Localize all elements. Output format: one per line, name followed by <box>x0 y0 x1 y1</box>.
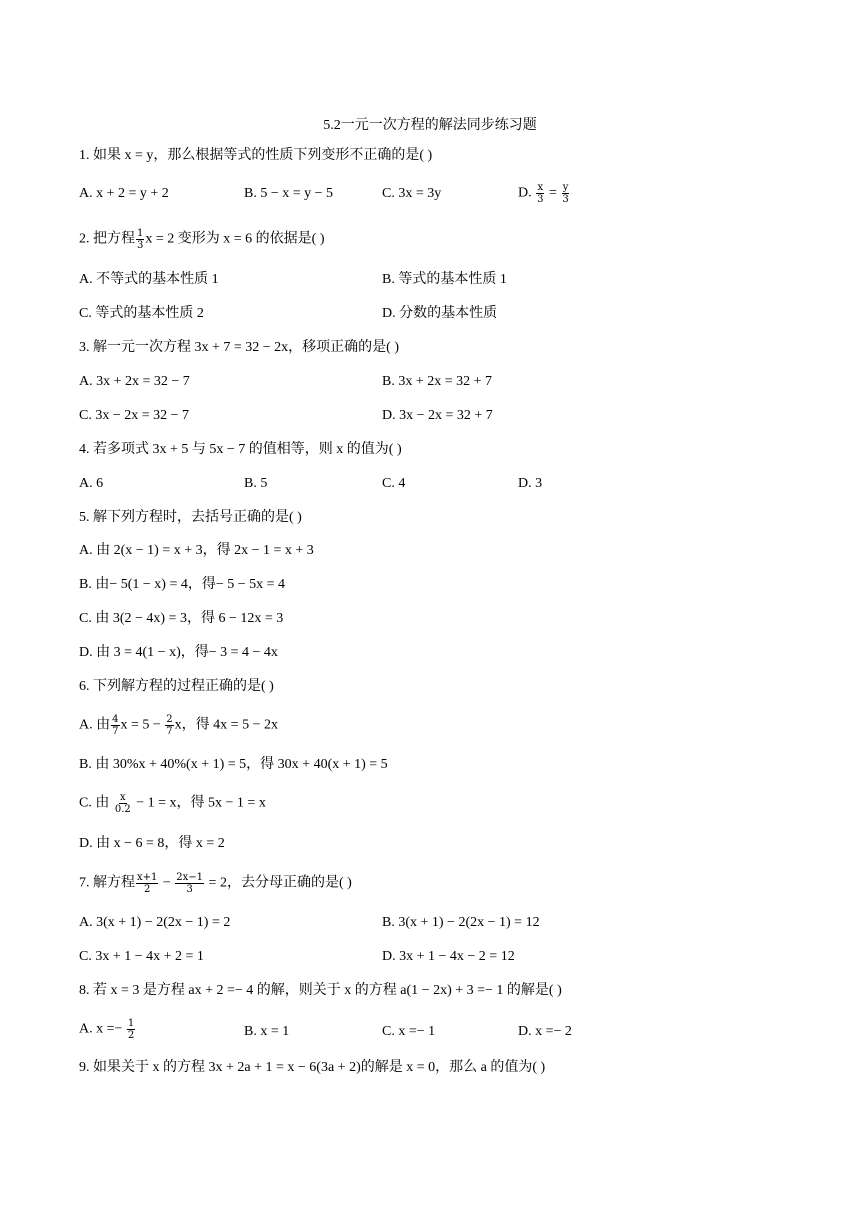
question-8-option-c: C. x =− 1 <box>382 1024 436 1039</box>
fraction-x-plus-1-over-2 <box>136 872 158 895</box>
fraction-numerator: 1 <box>127 1018 135 1029</box>
question-3-option-d: D. 3x − 2x = 32 + 7 <box>382 408 493 423</box>
stem-text: 2. 把方程 <box>79 231 135 247</box>
option-text: A. 由 <box>79 717 111 733</box>
question-1-option-d <box>518 182 571 205</box>
question-5-option-b: B. 由− 5(1 − x) = 4，得− 5 − 5x = 4 <box>79 577 286 592</box>
question-5-option-c: C. 由 3(2 − 4x) = 3，得 6 − 12x = 3 <box>79 611 284 626</box>
fraction-denominator: 2 <box>144 884 151 895</box>
question-3-stem: 3. 解一元一次方程 3x + 7 = 32 − 2x，移项正确的是( ) <box>79 340 400 355</box>
question-2-option-c: C. 等式的基本性质 2 <box>79 306 204 321</box>
fraction-numerator: 4 <box>112 714 119 725</box>
question-2-option-a: A. 不等式的基本性质 1 <box>79 272 219 287</box>
fraction-x-over-point-two <box>114 792 132 815</box>
question-2-option-d: D. 分数的基本性质 <box>382 306 498 321</box>
question-4-stem: 4. 若多项式 3x + 5 与 5x − 7 的值相等，则 x 的值为( ) <box>79 442 402 457</box>
stem-text: = 2，去分母正确的是( ) <box>205 875 352 891</box>
question-5-option-a: A. 由 2(x − 1) = x + 3，得 2x − 1 = x + 3 <box>79 543 314 558</box>
fraction-numerator: x <box>119 792 126 803</box>
fraction-y-over-3 <box>561 182 569 205</box>
question-1-option-b: B. 5 − x = y − 5 <box>244 186 334 201</box>
option-text: x = 5 − <box>120 717 165 733</box>
question-7-option-b: B. 3(x + 1) − 2(2x − 1) = 12 <box>382 915 540 930</box>
question-4-option-d: D. 3 <box>518 476 543 491</box>
question-6-stem: 6. 下列解方程的过程正确的是( ) <box>79 679 274 694</box>
option-d-prefix: D. <box>518 185 536 201</box>
question-5-option-d: D. 由 3 = 4(1 − x)，得− 3 = 4 − 4x <box>79 645 278 660</box>
question-6-option-c <box>79 792 266 815</box>
fraction-2x-minus-1-over-3 <box>175 872 204 895</box>
question-4-option-b: B. 5 <box>244 476 268 491</box>
question-8-stem: 8. 若 x = 3 是方程 ax + 2 =− 4 的解，则关于 x 的方程 a(1 − 2x) + 3 =− 1 的解是( ) <box>79 983 562 998</box>
question-7-stem <box>79 872 352 895</box>
fraction-denominator: 3 <box>137 240 144 251</box>
question-4-option-a: A. 6 <box>79 476 104 491</box>
fraction-denominator: 7 <box>112 726 119 737</box>
question-7-option-a: A. 3(x + 1) − 2(2x − 1) = 2 <box>79 915 231 930</box>
question-6-option-d: D. 由 x − 6 = 8，得 x = 2 <box>79 836 225 851</box>
fraction-denominator: 3 <box>186 884 193 895</box>
question-7-option-c: C. 3x + 1 − 4x + 2 = 1 <box>79 949 204 964</box>
fraction-denominator: 3 <box>562 194 569 205</box>
option-text: C. 由 <box>79 795 113 811</box>
page-title: 5.2一元一次方程的解法同步练习题 <box>323 118 537 133</box>
question-8-option-b: B. x = 1 <box>244 1024 290 1039</box>
question-7-option-d: D. 3x + 1 − 4x − 2 = 12 <box>382 949 515 964</box>
question-6-option-b: B. 由 30%x + 40%(x + 1) = 5，得 30x + 40(x + 1) = 5 <box>79 757 388 772</box>
fraction-numerator: x <box>537 182 544 193</box>
stem-text: 7. 解方程 <box>79 875 135 891</box>
equals-sign: = <box>545 185 561 201</box>
option-text: A. x =− <box>79 1021 126 1037</box>
question-8-option-d: D. x =− 2 <box>518 1024 572 1039</box>
fraction-one-third <box>136 228 144 251</box>
fraction-denominator: 2 <box>127 1030 135 1041</box>
fraction-denominator: 7 <box>166 726 173 737</box>
question-3-option-a: A. 3x + 2x = 32 − 7 <box>79 374 190 389</box>
question-5-stem: 5. 解下列方程时，去括号正确的是( ) <box>79 510 302 525</box>
fraction-x-over-3 <box>536 182 544 205</box>
question-4-option-c: C. 4 <box>382 476 406 491</box>
fraction-numerator: 2 <box>166 714 173 725</box>
question-1-stem: 1. 如果 x = y，那么根据等式的性质下列变形不正确的是( ) <box>79 148 433 163</box>
stem-text: − <box>159 875 175 891</box>
question-3-option-b: B. 3x + 2x = 32 + 7 <box>382 374 493 389</box>
question-8-option-a <box>79 1018 136 1041</box>
question-6-option-a <box>79 714 278 737</box>
fraction-denominator: 3 <box>537 194 544 205</box>
option-text: − 1 = x，得 5x − 1 = x <box>132 795 266 811</box>
fraction-numerator: 2x−1 <box>176 872 204 883</box>
question-3-option-c: C. 3x − 2x = 32 − 7 <box>79 408 190 423</box>
stem-text: x = 2 变形为 x = 6 的依据是( ) <box>145 231 325 247</box>
fraction-numerator: y <box>562 182 569 193</box>
question-9-stem: 9. 如果关于 x 的方程 3x + 2a + 1 = x − 6(3a + 2)的解是 x = 0，那么 a 的值为( ) <box>79 1060 546 1075</box>
fraction-two-sevenths <box>165 714 173 737</box>
question-2-stem <box>79 228 325 251</box>
question-1-option-c: C. 3x = 3y <box>382 186 442 201</box>
fraction-one-half <box>127 1018 135 1041</box>
option-text: x，得 4x = 5 − 2x <box>174 717 278 733</box>
fraction-four-sevenths <box>111 714 119 737</box>
question-1-option-a: A. x + 2 = y + 2 <box>79 186 169 201</box>
question-2-option-b: B. 等式的基本性质 1 <box>382 272 507 287</box>
fraction-numerator: x+1 <box>137 872 158 883</box>
fraction-denominator: 0.2 <box>114 804 131 815</box>
fraction-numerator: 1 <box>137 228 144 239</box>
